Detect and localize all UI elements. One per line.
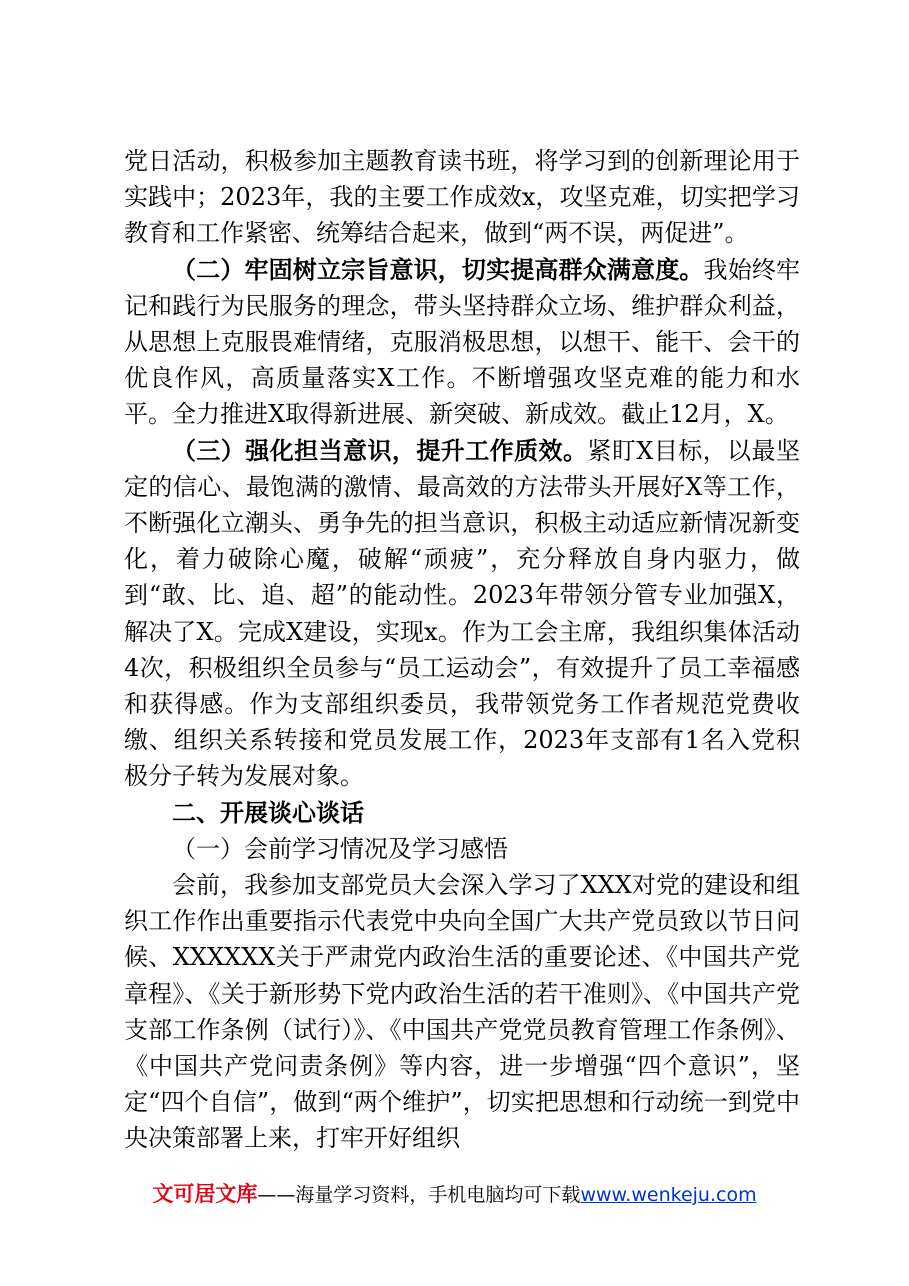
paragraph-text: 会前，我参加支部党员大会深入学习了XXX对党的建设和组织工作作出重要指示代表党中央向全国广大共产党员致以节日问候、XXXXXX关于严肃党内政治生活的重要论述、《中国共产党章程》、《关于新形势下党内政治生活的若干准则》、《中国共产党支部工作条例（试行）》、《中国共产党党员教育管理工作条例》、《中国共产党问责条例》等内容，进一步增强“四个意识”，坚定“四个自信”，做到“两个维护”，切实把思想和行动统一到党中央决策部署上来，打牢开好组织: [124, 871, 800, 1153]
footer-dash: ——: [257, 1184, 296, 1206]
paragraph-continued: [124, 143, 800, 252]
paragraph-lead-heading: （三）强化担当意识，提升工作质效。: [172, 435, 588, 465]
document-body: [124, 143, 800, 1157]
section-heading: 二、开展谈心谈话: [172, 798, 364, 827]
paragraph-text: 党日活动，积极参加主题教育读书班，将学习到的创新理论用于实践中；2023年，我的主要工作成效x，攻坚克难，切实把学习教育和工作紧密、统筹结合起来，做到“两不误，两促进”。: [124, 147, 800, 248]
paragraph-pre-meeting-study: [124, 867, 800, 1157]
footer-slogan: 海量学习资料，手机电脑均可下载: [295, 1184, 581, 1206]
footer-brand: 文可居文库: [152, 1182, 258, 1206]
paragraph-lead-heading: （二）牢固树立宗旨意识，切实提高群众满意度。: [172, 254, 704, 284]
paragraph-purpose-awareness: [124, 252, 800, 433]
paragraph-responsibility-awareness: [124, 433, 800, 795]
footer-banner: [0, 1180, 909, 1209]
paragraph-text: 我始终牢记和践行为民服务的理念，带头坚持群众立场、维护群众利益，从思想上克服畏难情绪，克服消极思想，以想干、能干、会干的优良作风，高质量落实X工作。不断增强攻坚克难的能力和水平。全力推进X取得新进展、新突破、新成效。截止12月，X。: [124, 255, 801, 429]
paragraph-text: 紧盯X目标，以最坚定的信心、最饱满的激情、最高效的方法带头开展好X等工作，不断强化立潮头、勇争先的担当意识，积极主动适应新情况新变化，着力破除心魔，破解“顽疲”，充分释放自身内驱力，做到“敢、比、追、超”的能动性。2023年带领分管专业加强X，解决了X。完成X建设，实现x。作为工会主席，我组织集体活动4次，积极组织全员参与“员工运动会”，有效提升了员工幸福感和获得感。作为支部组织委员，我带领党务工作者规范党费收缴、组织关系转接和党员发展工作，2023年支部有1名入党积极分子转为发展对象。: [124, 436, 800, 791]
footer-url-link[interactable]: www.wenkeju.com: [580, 1184, 757, 1206]
subsection-heading: （一）会前学习情况及学习感悟: [172, 834, 508, 863]
